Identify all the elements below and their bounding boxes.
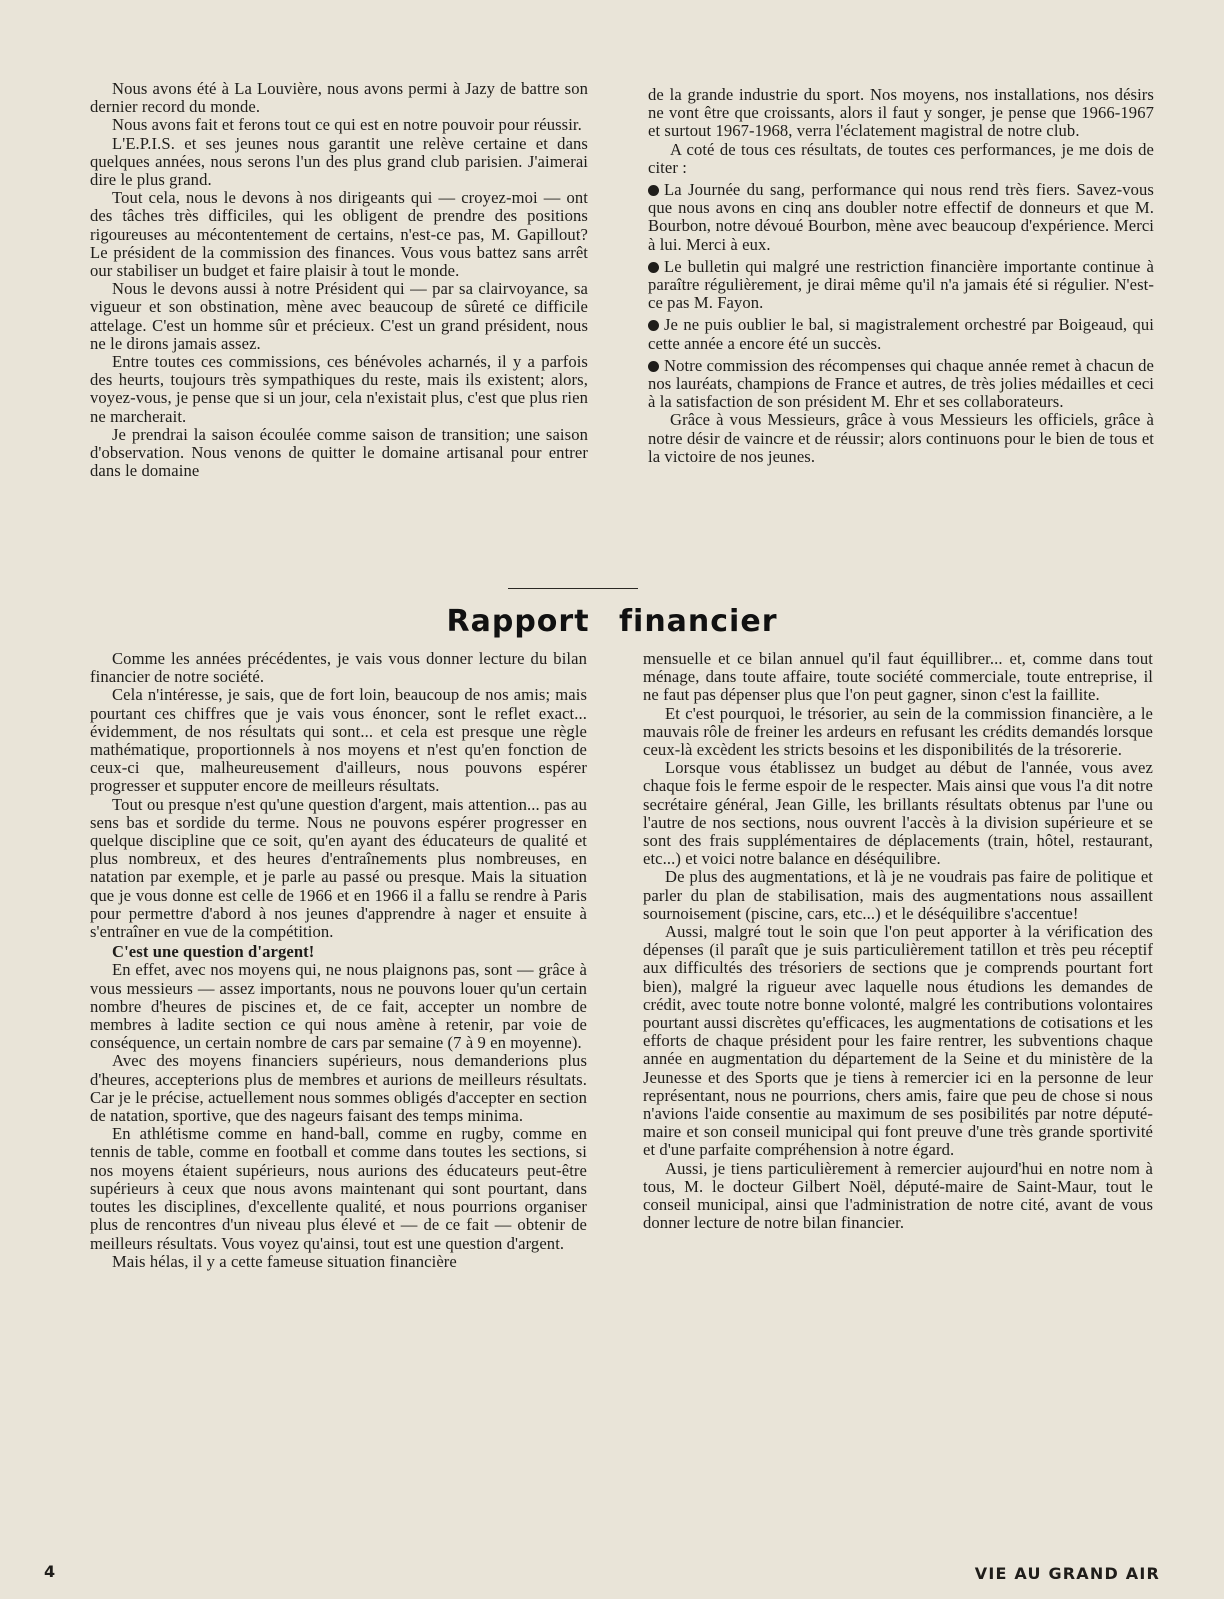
bullet-icon <box>648 262 659 273</box>
paragraph: En effet, avec nos moyens qui, ne nous plaignons pas, sont — grâce à vous messieurs — assez importants, nous ne pouvons louer qu'un certain nombre d'heures de piscines et, de ce fait, accepter un nombre de membres à ladite section ce qui nous amène à retenir, par voie de conséquence, un certain nombre de cars par semaine (7 à 9 en moyenne). <box>90 960 587 1053</box>
bullet-text: La Journée du sang, performance qui nous rend très fiers. Savez-vous que nous avons en cinq ans doubler notre effectif de donneurs et que M. Bourbon, notre dévoué Bourbon, mène avec beaucoup d'expérience. Merci à lui. Merci à eux. <box>648 180 1154 254</box>
subheading: C'est une question d'argent! <box>112 942 315 962</box>
paragraph: De plus des augmentations, et là je ne voudrais pas faire de politique et parler du plan de stabilisation, mais des augmentations nous assaillent sournoisement (piscine, cars, etc...) et le déséquilibre s'accentue! <box>643 867 1153 923</box>
paragraph: A coté de tous ces résultats, de toutes ces performances, je me dois de citer : <box>648 139 1154 177</box>
top-right-column <box>648 86 1154 466</box>
bullet-icon <box>648 361 659 372</box>
bullet-item <box>648 316 1154 352</box>
bottom-left-column <box>90 650 587 1271</box>
bullet-icon <box>648 185 659 196</box>
paragraph: Avec des moyens financiers supérieurs, nous demanderions plus d'heures, accepterions plus de membres et aurions de meilleurs résultats. Car je le précise, actuellement nous sommes obligés d'accepter en section de natation, sportive, que des nageurs faisant des temps minima. <box>90 1051 587 1126</box>
paragraph: Cela n'intéresse, je sais, que de fort loin, beaucoup de nos amis; mais pourtant ces chiffres que je vais vous énoncer, sont le reflet exact... évidemment, de nos résultats qui sont... et cela est presque une règle mathématique, proportionnels à nos moyens et n'est qu'en fonction de ceux-ci que, malheureusement d'ailleurs, nous pouvons espérer progresser et supputer encore de meilleurs résultats. <box>90 685 587 796</box>
paragraph: Lorsque vous établissez un budget au début de l'année, vous avez chaque fois le ferme espoir de le respecter. Mais ainsi que vous l'a dit notre secrétaire général, Jean Gille, les brillants résultats obtenus par l'une ou l'autre de nos sections, nous ouvrent l'accès à la division supérieure et se sont des frais supplémentaires de déplacements (train, hôtel, restaurant, etc...) et voici notre balance en déséquilibre. <box>643 758 1153 869</box>
paragraph: Mais hélas, il y a cette fameuse situation financière <box>112 1251 457 1271</box>
paragraph: Nous avons fait et ferons tout ce qui est en notre pouvoir pour réussir. <box>112 115 582 135</box>
paragraph: Aussi, je tiens particulièrement à remercier aujourd'hui en notre nom à tous, M. le docteur Gilbert Noël, député-maire de Saint-Maur, tout le conseil municipal, ainsi que l'administration de notre cité, avant de vous donner lecture de notre bilan financier. <box>643 1158 1153 1233</box>
paragraph: Et c'est pourquoi, le trésorier, au sein de la commission financière, a le mauvais rôle de freiner les ardeurs en refusant les crédits demandés lorsque ceux-là excèdent les stricts besoins et les disponibilités de la trésorerie. <box>643 703 1153 760</box>
bullet-text: Le bulletin qui malgré une restriction financière importante continue à paraître régulièrement, je dirai même qu'il n'a jamais été si régulier. N'est-ce pas M. Fayon. <box>648 256 1154 313</box>
magazine-name: VIE AU GRAND AIR <box>974 1564 1160 1583</box>
section-divider <box>508 588 638 589</box>
bullet-item <box>648 258 1154 313</box>
paragraph: mensuelle et ce bilan annuel qu'il faut équillibrer... et, comme dans tout ménage, dans toute affaire, toute société commerciale, toute entreprise, il ne faut pas dépenser plus que l'on peut gagner, sinon c'est la faillite. <box>643 649 1153 705</box>
paragraph: de la grande industrie du sport. Nos moyens, nos installations, nos désirs ne vont être que croissants, alors il faut y songer, je pense que 1966-1967 et surtout 1967-1968, verra l'éclatement magistral de notre club. <box>648 85 1154 141</box>
bullet-text: Je ne puis oublier le bal, si magistralement orchestré par Boigeaud, qui cette année a encore été un succès. <box>648 315 1154 353</box>
section-title: Rapport financier <box>446 604 778 639</box>
bullet-item <box>648 357 1154 412</box>
paragraph: Comme les années précédentes, je vais vous donner lecture du bilan financier de notre société. <box>90 649 587 687</box>
top-left-column <box>90 80 588 480</box>
paragraph: Entre toutes ces commissions, ces bénévoles acharnés, il y a parfois des heurts, toujours très sympathiques du reste, mais ils existent; alors, voyez-vous, je pense que si un jour, cela n'existait plus, c'est que plus rien ne marcherait. <box>90 352 588 426</box>
paragraph: Tout cela, nous le devons à nos dirigeants qui — croyez-moi — ont des tâches très difficiles, qui les obligent de prendre des positions rigoureuses au mécontentement de certains, n'est-ce pas, M. Gapillout? Le président de la commission des finances. Vous vous battez sans arrêt our stabiliser un budget et faire plaisir à tout le monde. <box>90 188 588 281</box>
paragraph: L'E.P.I.S. et ses jeunes nous garantit une relève certaine et dans quelques années, nous serons l'un des plus grand club parisien. J'aimerai dire le plus grand. <box>90 133 588 190</box>
paragraph: Je prendrai la saison écoulée comme saison de transition; une saison d'observation. Nous venons de quitter le domaine artisanal pour entrer dans le domaine <box>90 424 588 481</box>
bullet-icon <box>648 320 659 331</box>
paragraph: En athlétisme comme en hand-ball, comme en rugby, comme en tennis de table, comme en football et comme dans toutes les sections, si nos moyens étaient supérieurs, nous aurions des éducateurs peut-être supérieurs à ceux que nous avons maintenant qui sont pourtant, dans toutes les disciplines, d'excellente qualité, et nous pourrions organiser plus de rencontres d'un niveau plus élevé et — de ce fait — obtenir de meilleurs résultats. Vous voyez qu'ainsi, tout est une question d'argent. <box>90 1124 587 1253</box>
bottom-right-column <box>643 650 1153 1233</box>
bullet-text: Notre commission des récompenses qui chaque année remet à chacun de nos lauréats, champions de France et autres, de très jolies médailles et ceci à la satisfaction de son président M. Ehr et ses collaborateurs. <box>648 355 1154 412</box>
paragraph: Nous avons été à La Louvière, nous avons permi à Jazy de battre son dernier record du monde. <box>90 79 588 117</box>
paragraph: Nous le devons aussi à notre Président qui — par sa clairvoyance, sa vigueur et son obstination, mène avec beaucoup de sûreté ce difficile attelage. C'est un homme sûr et précieux. C'est un grand président, nous ne le dirons jamais assez. <box>90 279 588 353</box>
paragraph: Aussi, malgré tout le soin que l'on peut apporter à la vérification des dépenses (il paraît que je suis particulièrement tatillon et très peu réceptif aux difficultés des trésoriers de sections que je comprends pourtant fort bien), malgré la rigueur avec laquelle nous étudions les demandes de crédit, avec toute notre bonne volonté, malgré les contributions volontaires pourtant aussi discrètes qu'efficaces, les augmentations de cotisations et les efforts de chaque président pour les faire rentrer, les subventions chaque année en augmentation du département de la Seine et du ministère de la Jeunesse et des Sports que je tiens à remercier ici en la personne de leur représentant, nous ne pourrions, chers amis, faire que peu de chose si nous n'avions l'aide consentie au maximum de ses posibilités par notre député-maire et son conseil municipal qui font preuve d'une très grande sportivité et d'une parfaite compréhension à notre égard. <box>643 922 1153 1160</box>
paragraph: Grâce à vous Messieurs, grâce à vous Messieurs les officiels, grâce à notre désir de vaincre et de réussir; alors continuons pour le bien de tous et la victoire de nos jeunes. <box>648 410 1154 466</box>
paragraph: Tout ou presque n'est qu'une question d'argent, mais attention... pas au sens bas et sordide du terme. Nous ne pouvons espérer progresser en quelque discipline que ce soit, qu'en ayant des éducateurs de qualité et plus nombreux, et des heures d'entraînements plus nombreuses, en natation par exemple, et je parle au passé ou presque. Mais la situation que je vous donne est celle de 1966 et en 1966 il a fallu se rendre à Paris pour permettre d'abord à nos jeunes d'apprendre à nager et ensuite à s'entraîner en vue de la compétition. <box>90 794 587 942</box>
bullet-item <box>648 181 1154 254</box>
page-number: 4 <box>44 1562 56 1581</box>
